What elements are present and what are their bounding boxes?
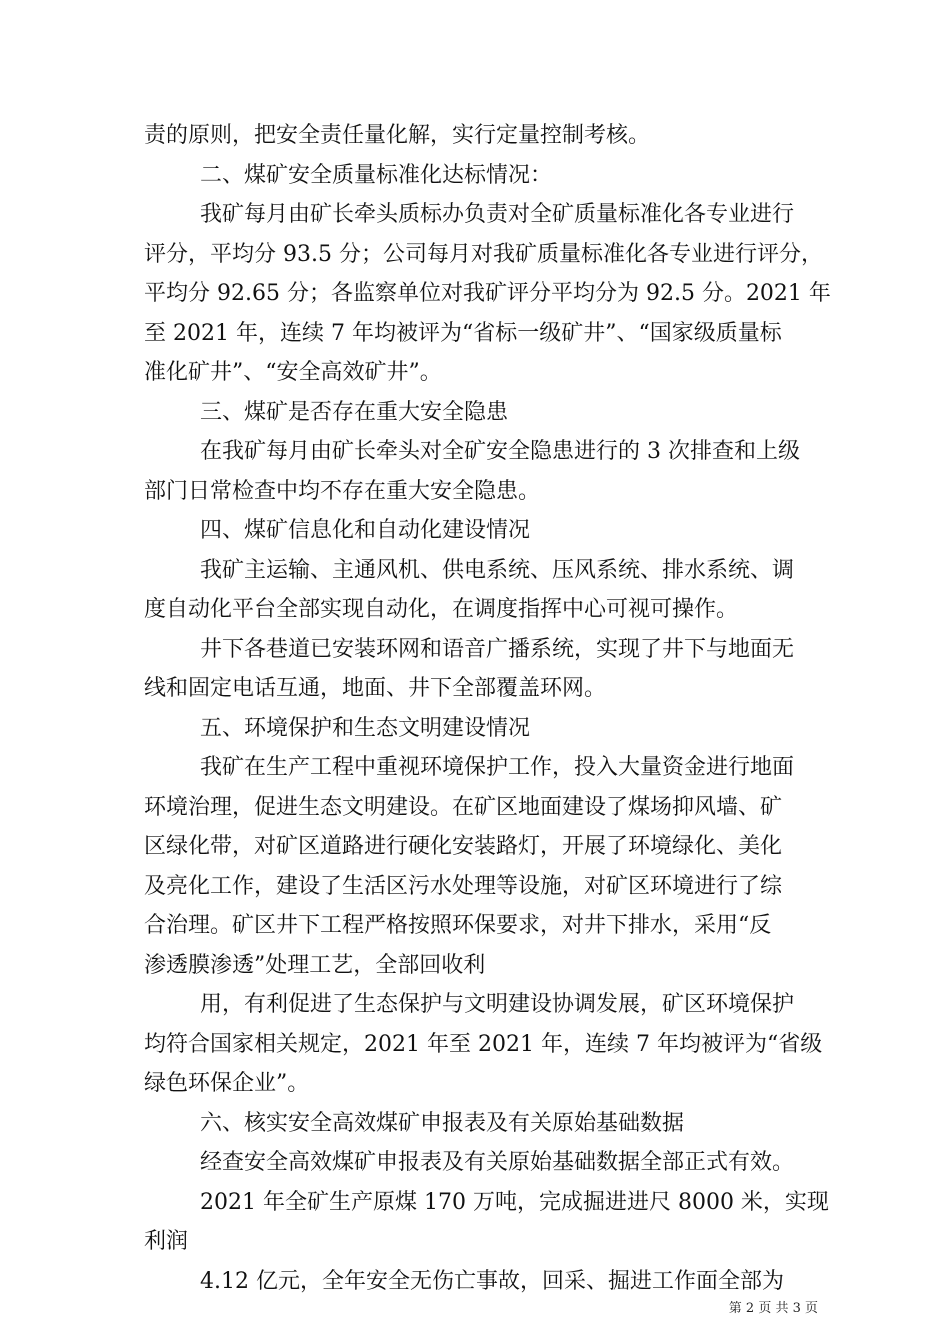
text-line: 我矿主运输、主通风机、供电系统、压风系统、排水系统、调: [200, 558, 795, 583]
text-line: 环境治理，促进生态文明建设。在矿区地面建设了煤场抑风墙、矿: [144, 795, 783, 820]
text-line: 合治理。矿区井下工程严格按照环保要求，对井下排水，采用“反: [144, 913, 772, 938]
text-line: 用，有利促进了生态保护与文明建设协调发展，矿区环境保护: [200, 992, 795, 1017]
text-line: 4.12 亿元，全年安全无伤亡事故，回采、掘进工作面全部为: [200, 1269, 784, 1294]
section-heading: 四、煤矿信息化和自动化建设情况: [200, 518, 531, 543]
text-line: 准化矿井”、“安全高效矿井”。: [144, 360, 442, 385]
text-line: 在我矿每月由矿长牵头对全矿安全隐患进行的 3 次排查和上级: [200, 439, 800, 464]
text-line: 井下各巷道已安装环网和语音广播系统，实现了井下与地面无: [200, 637, 795, 662]
text-line: 绿色环保企业”。: [144, 1071, 310, 1096]
text-line: 我矿每月由矿长牵头质标办负责对全矿质量标准化各专业进行: [200, 202, 795, 227]
text-line: 我矿在生产工程中重视环境保护工作，投入大量资金进行地面: [200, 755, 795, 780]
text-line: 利润: [144, 1229, 189, 1254]
text-line: 平均分 92.65 分；各监察单位对我矿评分平均分为 92.5 分。2021 年: [144, 281, 831, 306]
text-line: 均符合国家相关规定，2021 年至 2021 年，连续 7 年均被评为“省级: [144, 1032, 823, 1057]
page-number-footer: 第 2 页 共 3 页: [728, 1301, 818, 1316]
text-line: 区绿化带，对矿区道路进行硬化安装路灯，开展了环境绿化、美化: [144, 834, 783, 859]
text-line: 评分，平均分 93.5 分；公司每月对我矿质量标准化各专业进行评分，: [144, 242, 823, 267]
text-line: 经查安全高效煤矿申报表及有关原始基础数据全部正式有效。: [200, 1150, 795, 1175]
text-line: 度自动化平台全部实现自动化，在调度指挥中心可视可操作。: [144, 597, 739, 622]
section-heading: 五、环境保护和生态文明建设情况: [200, 716, 531, 741]
text-line: 至 2021 年，连续 7 年均被评为“省标一级矿井”、“国家级质量标: [144, 321, 782, 346]
text-line: 部门日常检查中均不存在重大安全隐患。: [144, 479, 541, 504]
text-line: 线和固定电话互通，地面、井下全部覆盖环网。: [144, 676, 607, 701]
section-heading: 六、核实安全高效煤矿申报表及有关原始基础数据: [200, 1111, 685, 1136]
section-heading: 三、煤矿是否存在重大安全隐患: [200, 400, 509, 425]
section-heading: 二、煤矿安全质量标准化达标情况：: [200, 163, 553, 188]
text-line: 责的原则，把安全责任量化解，实行定量控制考核。: [144, 123, 651, 148]
text-line: 及亮化工作，建设了生活区污水处理等设施，对矿区环境进行了综: [144, 874, 783, 899]
text-line: 渗透膜渗透”处理工艺，全部回收利: [144, 953, 486, 978]
text-line: 2021 年全矿生产原煤 170 万吨，完成掘进进尺 8000 米，实现: [200, 1190, 829, 1215]
